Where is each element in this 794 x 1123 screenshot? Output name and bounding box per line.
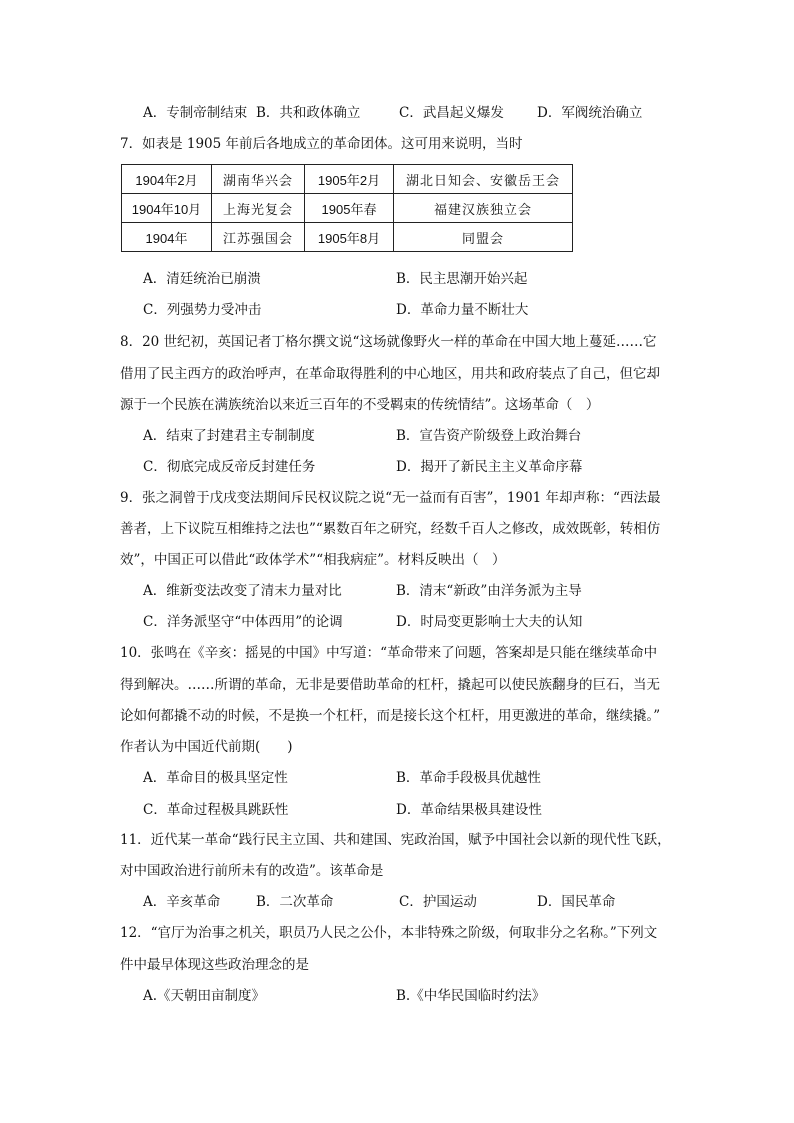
q8-option-a: A．结束了封建君主专制制度 [143,428,315,444]
table-row [122,223,573,252]
q6-option-a: A．专制帝制结束 [143,105,248,121]
q11-option-c: C．护国运动 [399,894,477,910]
q9-option-a: A．维新变法改变了清末力量对比 [143,583,342,599]
q8-stem-line-3: 源于一个民族在满族统治以来近三百年的不受羁束的传统情结”。这场革命（ ） [120,397,600,413]
q9-stem-line-1: 9．张之洞曾于戊戌变法期间斥民权议院之说“无一益而有百害”，1901 年却声称：“西法最 [120,490,661,506]
q12-option-a: A.《天朝田亩制度》 [143,988,266,1004]
q11-option-a: A．辛亥革命 [143,894,221,910]
q8-stem-line-2: 借用了民主西方的政治呼声，在革命取得胜利的中心地区，用共和政府装点了自己，但它却 [120,366,660,382]
q7-option-c: C．列强势力受冲击 [143,302,262,318]
q9-option-c: C．洋务派坚守“中体西用”的论调 [143,614,343,630]
q9-option-b: B．清末“新政”由洋务派为主导 [396,583,582,599]
q10-option-a: A．革命目的极具坚定性 [143,770,288,786]
table-cell: 1905年春 [305,194,394,223]
q11-stem-line-2: 对中国政治进行前所未有的改造”。该革命是 [120,863,384,879]
table-cell: 上海光复会 [212,194,305,223]
q7-stem: 7．如表是 1905 年前后各地成立的革命团体。这可用来说明，当时 [120,136,523,152]
q7-option-a: A．清廷统治已崩溃 [143,271,261,287]
table-row [122,165,573,194]
table-cell: 江苏强国会 [212,223,305,252]
table-cell: 福建汉族独立会 [394,194,573,223]
q12-stem-line-1: 12．“官厅为治事之机关，职员乃人民之公仆，本非特殊之阶级，何取非分之名称。”下列文 [120,925,658,941]
q6-option-c: C．武昌起义爆发 [399,105,504,121]
q10-option-b: B．革命手段极具优越性 [396,770,541,786]
q7-option-d: D．革命力量不断壮大 [396,302,529,318]
q8-stem-line-1: 8．20 世纪初，英国记者丁格尔撰文说“这场就像野火一样的革命在中国大地上蔓延……它 [120,334,657,350]
table-cell: 1904年10月 [122,194,212,223]
q8-option-b: B．宣告资产阶级登上政治舞台 [396,428,582,444]
table-cell: 1905年2月 [305,165,394,194]
q12-stem-line-2: 件中最早体现这些政治理念的是 [120,957,309,973]
q10-stem-line-1: 10．张鸣在《辛亥：摇晃的中国》中写道：“革命带来了问题，答案却是只能在继续革命中 [120,645,658,661]
q10-option-d: D．革命结果极具建设性 [396,802,542,818]
q8-option-c: C．彻底完成反帝反封建任务 [143,459,316,475]
q7-revolution-groups-table [121,164,573,252]
q11-stem-line-1: 11．近代某一革命“践行民主立国、共和建国、宪政治国，赋予中国社会以新的现代性飞跃， [120,832,671,848]
q10-stem-line-2: 得到解决。……所谓的革命，无非是要借助革命的杠杆，撬起可以使民族翻身的巨石，当无 [120,677,660,693]
table-cell: 湖北日知会、安徽岳王会 [394,165,573,194]
q11-option-d: D．国民革命 [537,894,616,910]
table-cell: 湖南华兴会 [212,165,305,194]
q12-option-b: B.《中华民国临时约法》 [396,988,546,1004]
table-cell: 同盟会 [394,223,573,252]
q10-stem-line-4: 作者认为中国近代前期( ) [120,739,293,755]
table-cell: 1904年2月 [122,165,212,194]
q9-stem-line-2: 善者，上下议院互相维持之法也”“累数百年之研究，经数千百人之修改，成效既彰，转相仿 [120,521,661,537]
q11-option-b: B．二次革命 [256,894,334,910]
q9-option-d: D．时局变更影响士大夫的认知 [396,614,583,630]
q9-stem-line-3: 效”，中国正可以借此“政体学术”“相我病症”。材料反映出（ ） [120,552,506,568]
q6-option-b: B．共和政体确立 [256,105,361,121]
q6-option-d: D．军阀统治确立 [537,105,643,121]
q7-option-b: B．民主思潮开始兴起 [396,271,528,287]
table-row [122,194,573,223]
q8-option-d: D．揭开了新民主主义革命序幕 [396,459,583,475]
q10-option-c: C．革命过程极具跳跃性 [143,802,289,818]
table-cell: 1904年 [122,223,212,252]
table-cell: 1905年8月 [305,223,394,252]
q10-stem-line-3: 论如何都撬不动的时候，不是换一个杠杆，而是接长这个杠杆，用更激进的革命，继续撬。” [120,708,661,724]
